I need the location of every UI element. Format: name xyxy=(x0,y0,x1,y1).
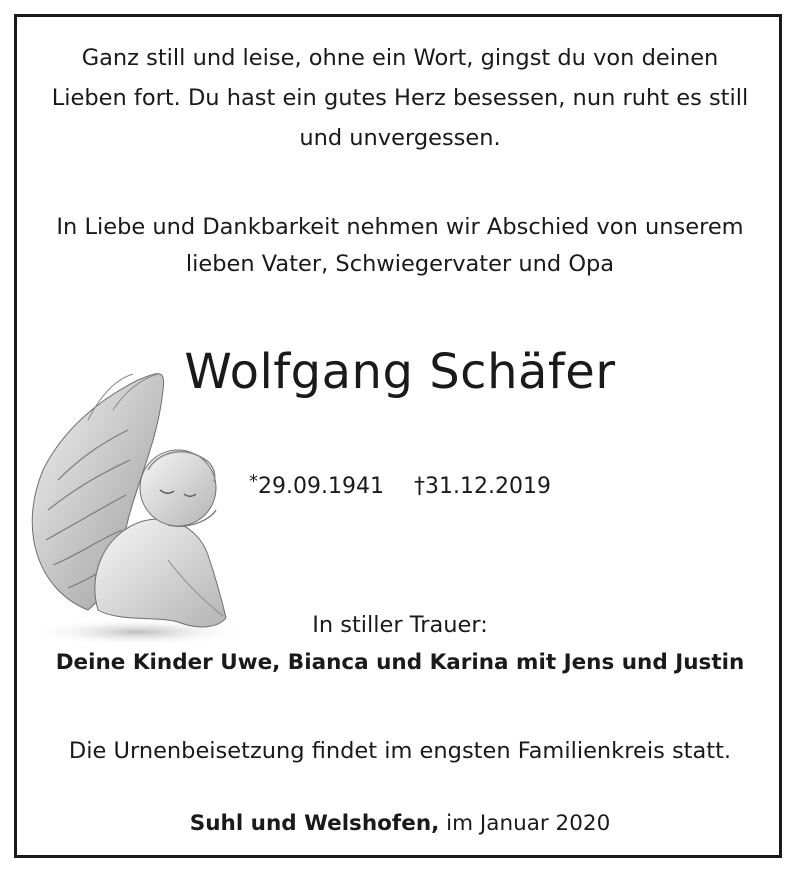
birth-star-icon: * xyxy=(249,471,259,492)
death-date: 31.12.2019 xyxy=(425,474,551,499)
poem-line: und unvergessen. xyxy=(299,125,501,151)
death-cross-icon: † xyxy=(414,474,425,499)
poem-verse xyxy=(0,38,800,158)
deceased-name: Wolfgang Schäfer xyxy=(184,344,616,400)
intro-line: lieben Vater, Schwiegervater und Opa xyxy=(185,251,615,277)
place-and-date xyxy=(0,805,800,843)
mourning-heading: In stiller Trauer: xyxy=(312,612,488,638)
place-name: Suhl und Welshofen, xyxy=(189,811,440,836)
life-dates xyxy=(0,464,800,505)
mourners-names: Deine Kinder Uwe, Bianca und Karina mit Jens und Justin xyxy=(55,650,745,675)
intro-line: In Liebe und Dankbarkeit nehmen wir Abschied von unserem xyxy=(56,214,744,240)
poem-line: Ganz still und leise, ohne ein Wort, gingst du von deinen xyxy=(81,45,719,71)
closing-date: im Januar 2020 xyxy=(439,811,611,836)
farewell-intro xyxy=(0,209,800,283)
birth-date: 29.09.1941 xyxy=(258,474,384,499)
poem-line: Lieben fort. Du hast ein gutes Herz besessen, nun ruht es still xyxy=(51,85,749,111)
burial-notice: Die Urnenbeisetzung findet im engsten Familienkreis statt. xyxy=(68,738,732,764)
